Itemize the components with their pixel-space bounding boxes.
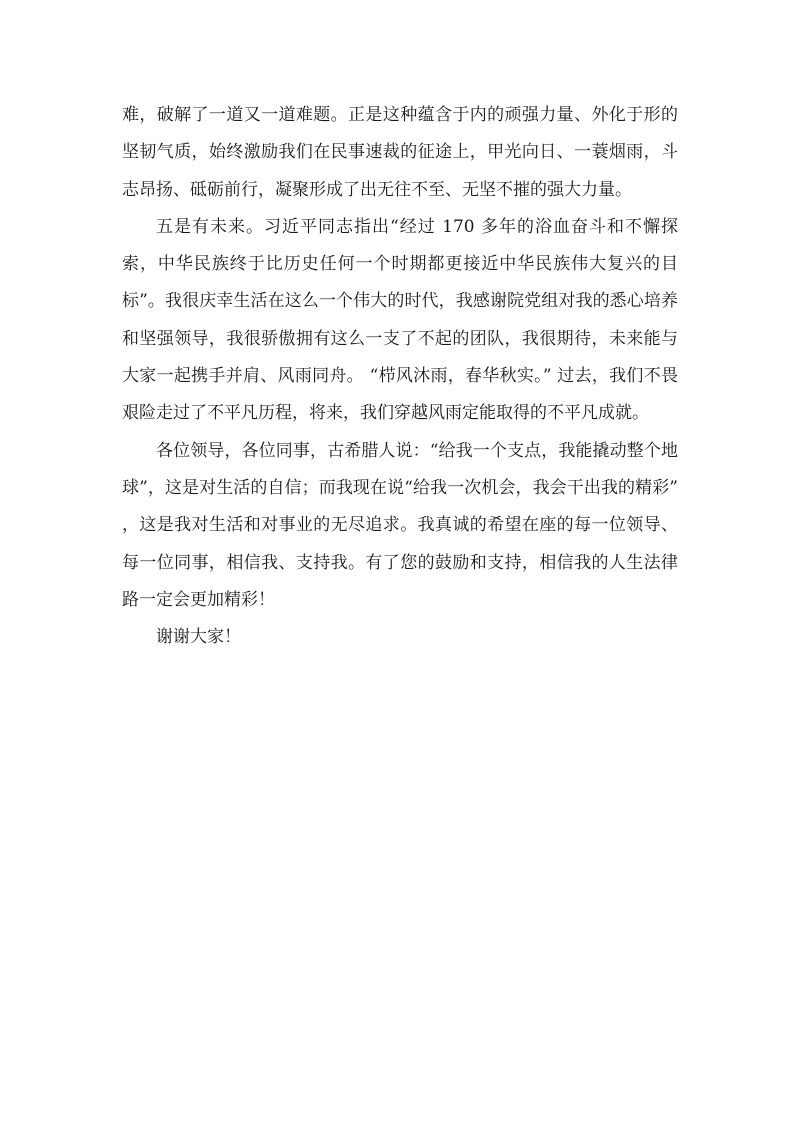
paragraph-closing-appeal: 各位领导，各位同事，古希腊人说：“给我一个支点，我能撬动整个地球”，这是对生活的自信；而我现在说“给我一次机会，我会干出我的精彩” ，这是我对生活和对事业的无尽追求。我真诚的希望在座的每一位领导、每一位同事，相信我、支持我。有了您的鼓励和支持，相信我的人生法律路一定会更加精彩！ (122, 440, 678, 610)
paragraph-thanks: 谢谢大家！ (156, 627, 241, 648)
paragraph-future: 五是有未来。习近平同志指出“经过 170 多年的浴血奋斗和不懈探索，中华民族终于比历史任何一个时期都更接近中华民族伟大复兴的目标”。我很庆幸生活在这么一个伟大的时代，我感谢院党组对我的悉心培养和坚强领导，我很骄傲拥有这么一支了不起的团队，我很期待，未来能与大家一起携手并肩、风雨同舟。 “栉风沐雨，春华秋实。” 过去，我们不畏艰险走过了不平凡历程，将来，我们穿越风雨定能取得的不平凡成就。 (122, 216, 678, 424)
paragraph-continuation: 难，破解了一道又一道难题。正是这种蕴含于内的顽强力量、外化于形的坚韧气质，始终激励我们在民事速裁的征途上，甲光向日、一蓑烟雨，斗志昂扬、砥砺前行，凝聚形成了出无往不至、无坚不摧的强大力量。 (122, 105, 678, 200)
document-body (122, 97, 678, 656)
